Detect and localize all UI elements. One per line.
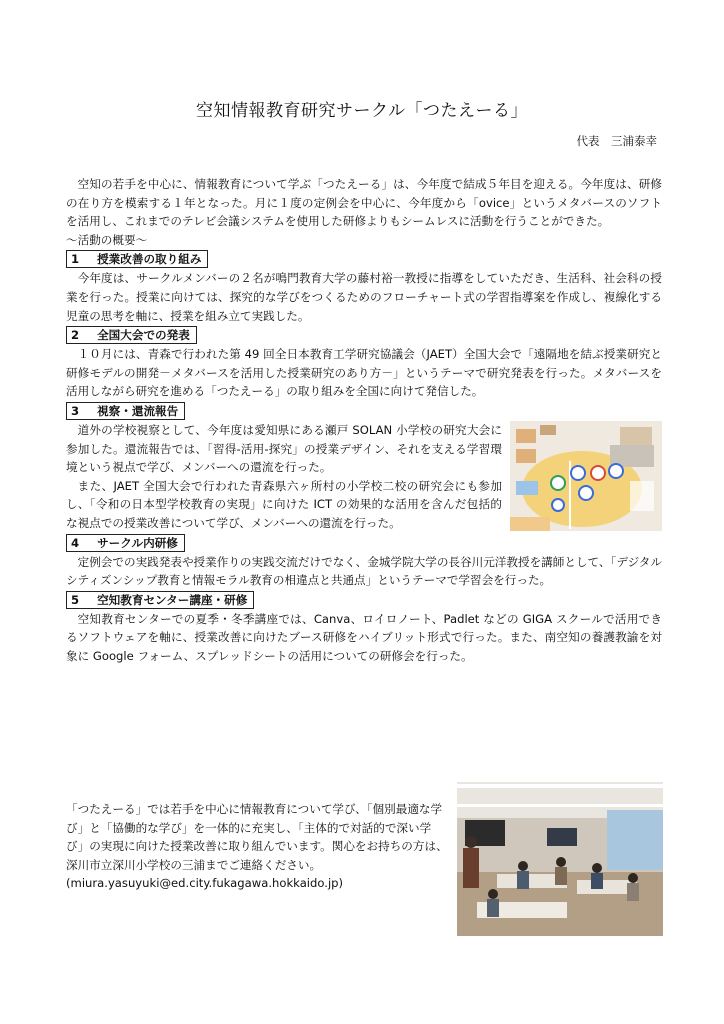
closing-block [66, 800, 448, 893]
section-number: 5 [71, 592, 80, 607]
section-3-text [66, 421, 502, 533]
section-title: サークル内研修 [97, 535, 178, 550]
document-title: 空知情報教育研究サークル「つたえーる」 [196, 101, 528, 121]
classroom-photo [457, 782, 663, 936]
section-number: 2 [71, 328, 80, 343]
author-line: 代表 三浦泰幸 [576, 134, 657, 148]
main-content [66, 175, 662, 665]
contact-email: (miura.yasuyuki@ed.city.fukagawa.hokkaido.jp) [66, 876, 344, 891]
section-paragraph: また、JAET 全国大会で行われた青森県六ヶ所村の小学校二校の研究会にも参加し、「令和の日本型学校教育の実現」に向けた ICT の効果的な活用を含んだ包括的な視点での授業改善について学び、メンバーへの還流を行った。 [66, 478, 502, 530]
section-title: 全国大会での発表 [97, 328, 190, 343]
intro-paragraph: 空知の若手を中心に、情報教育について学ぶ「つたえーる」は、今年度で結成５年目を迎える。今年度は、研修の在り方を模索する１年となった。月に１度の定例会を中心に、今年度から「ovice」というメタバースのソフトを活用し、これまでのテレビ会議システムを使用した研修よりもシームレスに活動を行うことができた。 [66, 177, 662, 229]
section-paragraph: 空知教育センターでの夏季・冬季講座では、Canva、ロイロノート、Padlet などの GIGA スクールで活用できるソフトウェアを軸に、授業改善に向けたブース研修をハイブリット形式で行った。また、南空知の養護教諭を対象に Google フォーム、スプレッドシートの活用についての研修会を行った。 [66, 611, 662, 663]
classroom-photo-illustration [457, 782, 663, 936]
section-number: 3 [71, 403, 80, 418]
section-title: 空知教育センター講座・研修 [97, 592, 248, 607]
section-3 [66, 401, 662, 533]
floorplan-illustration [510, 421, 662, 531]
closing-paragraph: 「つたえーる」では若手を中心に情報教育について学び、「個別最適な学び」と「協働的な学び」を一体的に充実し、「主体的で対話的で深い学び」の実現に向けた授業改善に取り組んでいます。関心をお持ちの方は、深川市立深川小学校の三浦までご連絡ください。 [66, 802, 448, 872]
section-paragraph: 道外の学校視察として、今年度は愛知県にある瀬戸 SOLAN 小学校の研究大会に参加した。還流報告では、「習得-活用-探究」の授業デザイン、それを支える学習環境という視点で学び、メンバーへの還流を行った。 [66, 422, 502, 475]
section-paragraph: 定例会での実践発表や授業作りの実践交流だけでなく、金城学院大学の長谷川元洋教授を講師として、「デジタルシティズンシップ教育と情報モラル教育の相違点と共通点」というテーマで学習会を行った。 [66, 554, 662, 588]
section-heading [66, 326, 197, 344]
metaverse-floorplan-image [510, 421, 662, 531]
section-1 [66, 249, 662, 325]
section-number: 1 [71, 252, 80, 267]
section-heading [66, 534, 185, 552]
section-title: 視察・還流報告 [97, 403, 179, 418]
section-heading [66, 402, 185, 420]
section-2 [66, 325, 662, 401]
section-paragraph: 今年度は、サークルメンバーの２名が鳴門教育大学の藤村裕一教授に指導をしていただき、生活科、社会科の授業を行った。授業に向けては、探究的な学びをつくるためのフローチャート式の学習指導案を作成し、複線化する児童の思考を軸に、授業を組み立て実践した。 [66, 271, 662, 323]
section-number: 4 [71, 535, 80, 550]
section-title: 授業改善の取り組み [97, 252, 202, 267]
overview-heading: ～活動の概要～ [66, 232, 148, 247]
section-4 [66, 533, 662, 590]
section-5 [66, 590, 662, 666]
section-heading [66, 591, 254, 609]
section-heading [66, 250, 208, 268]
section-paragraph: １０月には、青森で行われた第 49 回全日本教育工学研究協議会（JAET）全国大会で「遠隔地を結ぶ授業研究と研修モデルの開発－メタバースを活用した授業研究のあり方－」というテーマで研究発表を行った。メタバースを活用しながら研究を進める「つたえーる」の取り組みを全国に向けて発信した。 [66, 347, 662, 399]
